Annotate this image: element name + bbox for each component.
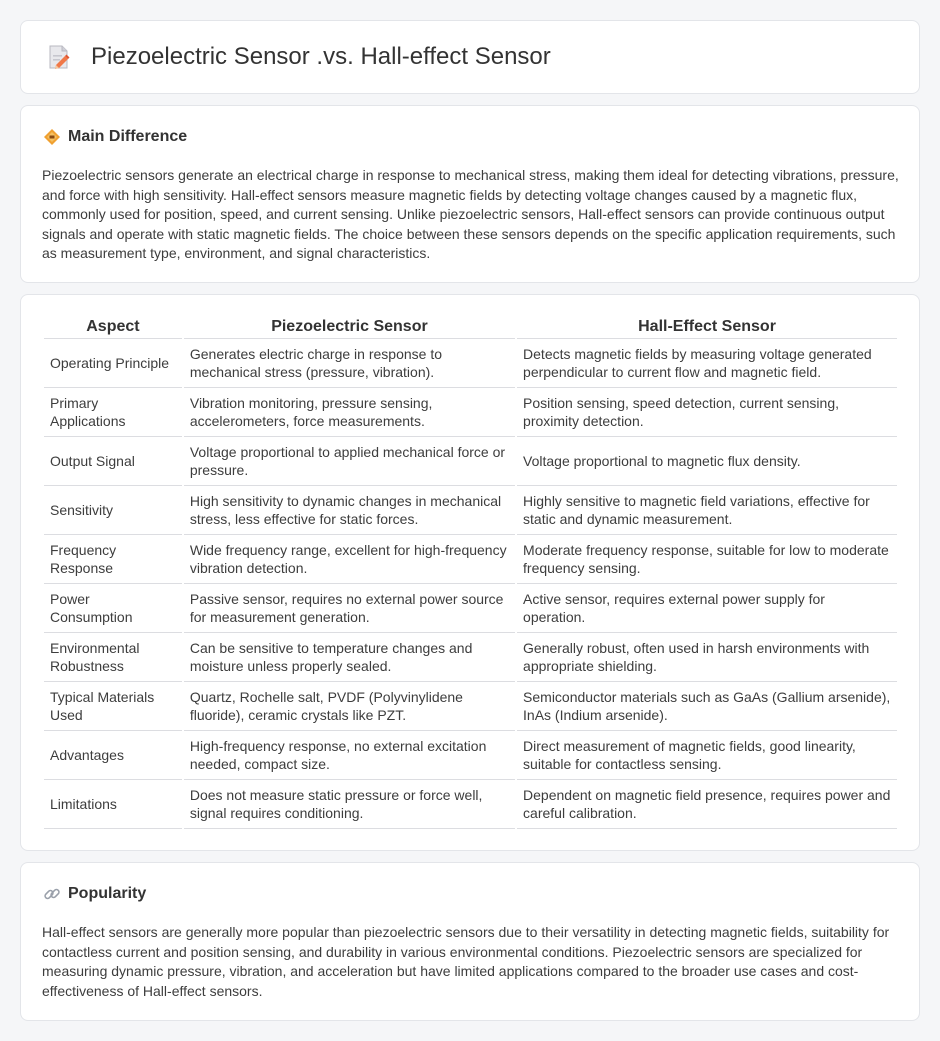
piezoelectric-cell: Vibration monitoring, pressure sensing, accelerometers, force measurements. <box>184 388 515 437</box>
aspect-cell: Sensitivity <box>44 486 182 535</box>
hall-effect-cell: Dependent on magnetic field presence, requires power and careful calibration. <box>517 780 897 829</box>
popularity-title: Popularity <box>68 885 147 902</box>
header-hall-effect: Hall-Effect Sensor <box>517 317 897 339</box>
table-row <box>44 486 897 535</box>
hall-effect-cell: Moderate frequency response, suitable for low to moderate frequency sensing. <box>517 535 897 584</box>
piezoelectric-cell: Generates electric charge in response to mechanical stress (pressure, vibration). <box>184 339 515 388</box>
page-title: Piezoelectric Sensor .vs. Hall-effect Sensor <box>91 43 551 70</box>
table-row <box>44 388 897 437</box>
title-row <box>47 43 551 71</box>
aspect-cell: Environmental Robustness <box>44 633 182 682</box>
table-row <box>44 780 897 829</box>
table-row <box>44 535 897 584</box>
main-difference-card <box>20 105 920 283</box>
piezoelectric-cell: Passive sensor, requires no external power source for measurement generation. <box>184 584 515 633</box>
piezoelectric-cell: Voltage proportional to applied mechanical force or pressure. <box>184 437 515 486</box>
link-icon <box>43 885 61 903</box>
aspect-cell: Operating Principle <box>44 339 182 388</box>
hall-effect-cell: Generally robust, often used in harsh environments with appropriate shielding. <box>517 633 897 682</box>
piezoelectric-cell: High-frequency response, no external excitation needed, compact size. <box>184 731 515 780</box>
table-row <box>44 584 897 633</box>
aspect-cell: Limitations <box>44 780 182 829</box>
comparison-card <box>20 294 920 851</box>
table-row <box>44 437 897 486</box>
hall-effect-cell: Direct measurement of magnetic fields, good linearity, suitable for contactless sensing. <box>517 731 897 780</box>
header-aspect: Aspect <box>44 317 182 339</box>
popularity-text: Hall-effect sensors are generally more popular than piezoelectric sensors due to their versatility in detecting magnetic fields, suitability for contactless current and position sensing, and durability in various environmental conditions. Piezoelectric sensors are specialized for measuring dynamic pressure, vibration, and acceleration but have limited applications compared to the broader use cases and cost-effectiveness of Hall-effect sensors. <box>42 924 890 999</box>
diamond-sign-icon <box>43 128 61 146</box>
aspect-cell: Power Consumption <box>44 584 182 633</box>
document-pencil-icon <box>47 44 71 70</box>
table-row <box>44 633 897 682</box>
main-difference-text: Piezoelectric sensors generate an electrical charge in response to mechanical stress, making them ideal for detecting vibrations, pressure, and force with high sensitivity. Hall-effect sensors measure magnetic fields by detecting voltage changes caused by a magnetic flux, commonly used for position, speed, and current sensing. Unlike piezoelectric sensors, Hall-effect sensors can provide continuous output signals and operate with static magnetic fields. The choice between these sensors depends on the specific application requirements, such as measurement type, environment, and signal characteristics. <box>42 167 899 262</box>
piezoelectric-cell: Can be sensitive to temperature changes and moisture unless properly sealed. <box>184 633 515 682</box>
aspect-cell: Output Signal <box>44 437 182 486</box>
table-row <box>44 731 897 780</box>
table-row <box>44 682 897 731</box>
main-difference-header <box>43 128 187 146</box>
hall-effect-cell: Detects magnetic fields by measuring voltage generated perpendicular to current flow and magnetic field. <box>517 339 897 388</box>
header-piezoelectric: Piezoelectric Sensor <box>184 317 515 339</box>
hall-effect-cell: Voltage proportional to magnetic flux density. <box>517 437 897 486</box>
comparison-table <box>42 317 899 829</box>
piezoelectric-cell: High sensitivity to dynamic changes in mechanical stress, less effective for static forces. <box>184 486 515 535</box>
hall-effect-cell: Semiconductor materials such as GaAs (Gallium arsenide), InAs (Indium arsenide). <box>517 682 897 731</box>
aspect-cell: Primary Applications <box>44 388 182 437</box>
piezoelectric-cell: Does not measure static pressure or force well, signal requires conditioning. <box>184 780 515 829</box>
hall-effect-cell: Position sensing, speed detection, current sensing, proximity detection. <box>517 388 897 437</box>
popularity-card <box>20 862 920 1021</box>
table-header-row <box>44 317 897 339</box>
aspect-cell: Frequency Response <box>44 535 182 584</box>
main-difference-title: Main Difference <box>68 128 188 145</box>
hall-effect-cell: Active sensor, requires external power supply for operation. <box>517 584 897 633</box>
title-card <box>20 20 920 94</box>
popularity-header <box>43 885 146 903</box>
piezoelectric-cell: Wide frequency range, excellent for high-frequency vibration detection. <box>184 535 515 584</box>
aspect-cell: Advantages <box>44 731 182 780</box>
piezoelectric-cell: Quartz, Rochelle salt, PVDF (Polyvinylidene fluoride), ceramic crystals like PZT. <box>184 682 515 731</box>
table-row <box>44 339 897 388</box>
aspect-cell: Typical Materials Used <box>44 682 182 731</box>
hall-effect-cell: Highly sensitive to magnetic field variations, effective for static and dynamic measurement. <box>517 486 897 535</box>
